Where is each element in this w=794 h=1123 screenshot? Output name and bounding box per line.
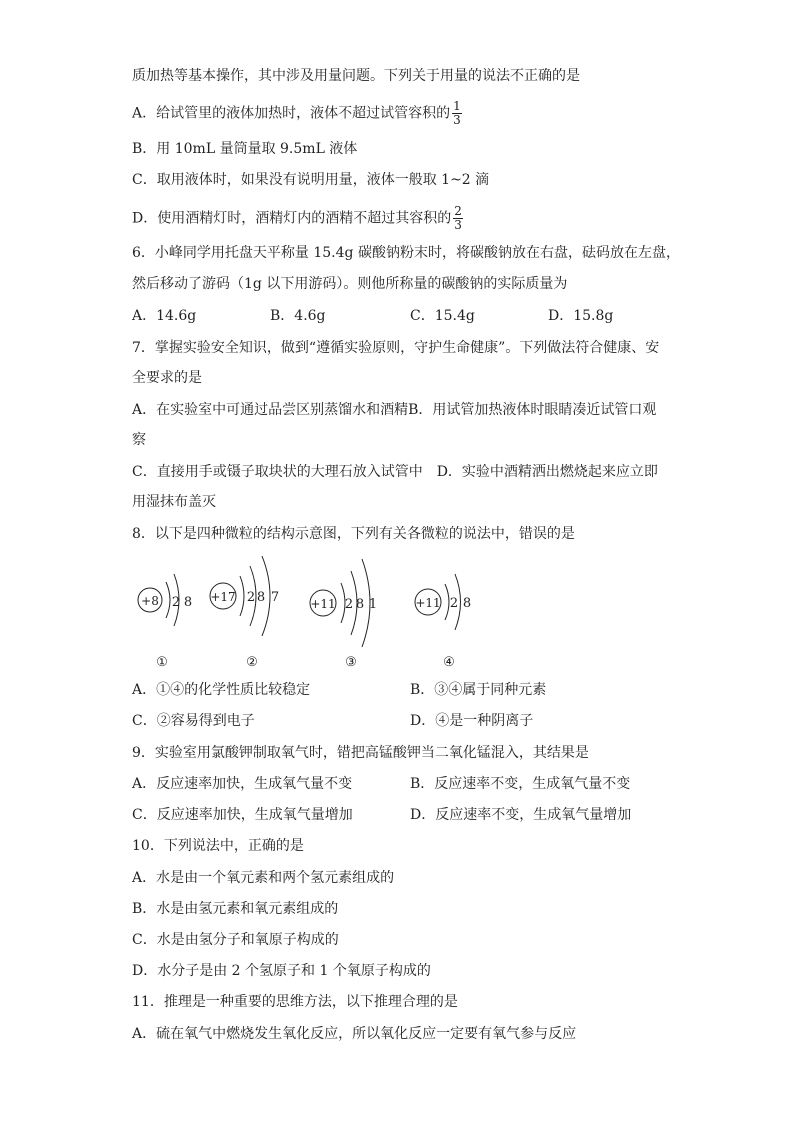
q6-option-c: C．15.4g	[410, 308, 475, 324]
q5-option-a	[132, 100, 462, 127]
q7-options-ab-line2: 察	[132, 432, 146, 448]
diagram-label: ④	[443, 655, 455, 670]
q10-option-b: B．水是由氢元素和氧元素组成的	[132, 901, 339, 917]
q8-option-a: A．①④的化学性质比较稳定	[132, 682, 311, 698]
q5-option-d-text: D．使用酒精灯时，酒精灯内的酒精不超过其容积的	[132, 210, 452, 227]
nucleus-charge: +8	[141, 594, 159, 608]
q6-option-b: B．4.6g	[270, 308, 326, 324]
q5-option-a-text: A．给试管里的液体加热时，液体不超过试管容积的	[132, 105, 451, 122]
diagram-label: ③	[345, 655, 357, 670]
shell-electron-count: 2	[344, 597, 354, 612]
q7-stem-line2: 全要求的是	[132, 370, 202, 386]
nucleus-charge: +17	[210, 590, 236, 604]
shell-electron-count: 8	[355, 597, 365, 612]
atom-diagram-2	[210, 556, 279, 670]
q11-stem: 11．推理是一种重要的思维方法，以下推理合理的是	[132, 994, 458, 1010]
shell-electron-count: 8	[183, 595, 193, 610]
q6-option-d: D．15.8g	[548, 308, 614, 324]
q10-option-a: A．水是由一个氧元素和两个氢元素组成的	[132, 870, 395, 886]
atom-diagram-3	[310, 559, 377, 670]
diagram-label: ①	[156, 655, 168, 670]
q5-option-c: C．取用液体时，如果没有说明用量，液体一般取 1~2 滴	[132, 172, 490, 188]
q7-stem-line1: 7．掌握实验安全知识，做到“遵循实验原则，守护生命健康”。下列做法符合健康、安	[132, 340, 660, 356]
nucleus-charge: +11	[310, 597, 336, 611]
q10-option-c: C．水是由氢分子和氧原子构成的	[132, 932, 339, 948]
shell-electron-count: 8	[462, 596, 472, 611]
nucleus-charge: +11	[415, 596, 441, 610]
shell-electron-count: 1	[368, 597, 378, 612]
q6-stem-line1: 6．小峰同学用托盘天平称量 15.4g 碳酸钠粉末时，将碳酸钠放在右盘，砝码放在左盘，	[132, 245, 680, 261]
q8-option-b: B．③④属于同种元素	[410, 682, 547, 698]
q5-stem-continued: 质加热等基本操作，其中涉及用量问题。下列关于用量的说法不正确的是	[132, 68, 580, 84]
q9-stem: 9．实验室用氯酸钾制取氧气时，错把高锰酸钾当二氧化锰混入，其结果是	[132, 745, 589, 761]
shell-electron-count: 2	[171, 595, 181, 610]
q11-option-a: A．硫在氧气中燃烧发生氧化反应，所以氧化反应一定要有氧气参与反应	[132, 1026, 577, 1042]
q8-option-d: D．④是一种阴离子	[410, 713, 534, 729]
q10-stem: 10．下列说法中，正确的是	[132, 838, 304, 854]
q7-options-cd-line2: 用湿抹布盖灭	[132, 494, 216, 510]
q7-options-ab-line1: A．在实验室中可通过品尝区别蒸馏水和酒精B．用试管加热液体时眼睛凑近试管口观	[132, 402, 657, 418]
q9-option-a: A．反应速率加快，生成氧气量不变	[132, 776, 353, 792]
shell-electron-count: 2	[449, 596, 459, 611]
q9-option-d: D．反应速率不变，生成氧气量增加	[410, 807, 632, 823]
fraction-denominator: 3	[454, 218, 462, 232]
electron-shell-arc	[166, 582, 170, 618]
fraction-denominator: 3	[453, 113, 461, 127]
shell-electron-count: 8	[256, 590, 266, 605]
electron-shell-arc	[445, 584, 449, 620]
fraction-two-thirds	[453, 205, 463, 232]
q6-option-a: A．14.6g	[132, 308, 197, 324]
q5-option-b: B．用 10mL 量筒量取 9.5mL 液体	[132, 141, 358, 157]
atom-diagram-1	[138, 574, 192, 670]
q8-option-c: C．②容易得到电子	[132, 713, 255, 729]
fraction-numerator: 2	[454, 204, 462, 218]
fraction-numerator: 1	[453, 99, 461, 113]
q6-stem-line2: 然后移动了游码（1g 以下用游码）。则他所称量的碳酸钠的实际质量为	[132, 276, 568, 292]
electron-shell-arc	[240, 576, 244, 616]
q9-option-b: B．反应速率不变，生成氧气量不变	[410, 776, 631, 792]
atom-diagram-4	[415, 574, 471, 670]
q5-option-d	[132, 205, 463, 232]
q10-option-d: D．水分子是由 2 个氢原子和 1 个氧原子构成的	[132, 963, 431, 979]
diagram-label: ②	[246, 655, 258, 670]
q8-stem: 8．以下是四种微粒的结构示意图，下列有关各微粒的说法中，错误的是	[132, 526, 575, 542]
shell-electron-count: 7	[270, 590, 280, 605]
q9-option-c: C．反应速率加快，生成氧气量增加	[132, 807, 353, 823]
fraction-one-third	[452, 100, 462, 127]
atom-structure-diagrams	[130, 550, 490, 680]
q7-options-cd-line1: C．直接用手或镊子取块状的大理石放入试管中 D．实验中酒精洒出燃烧起来应立即	[132, 464, 658, 480]
shell-electron-count: 2	[246, 590, 256, 605]
